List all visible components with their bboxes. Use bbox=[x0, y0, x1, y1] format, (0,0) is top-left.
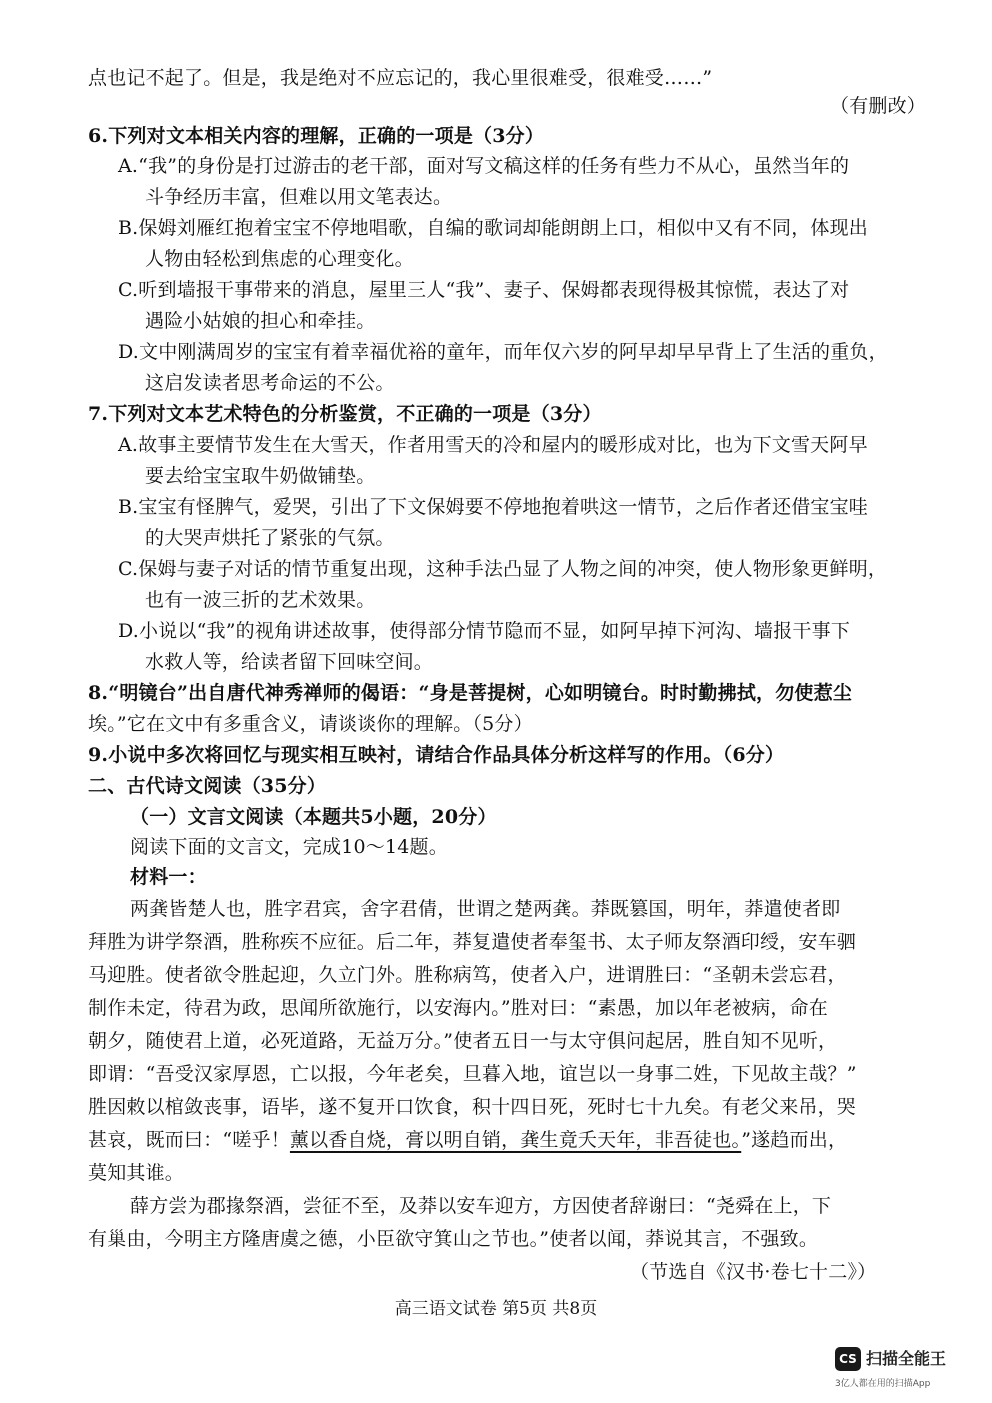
text-line: B.保姆刘雁红抱着宝宝不停地唱歌，自编的歌词却能朗朗上口，相似中又有不同，体现出 bbox=[118, 217, 869, 239]
text-line: （有删改） bbox=[830, 95, 927, 117]
text-line: B.宝宝有怪脾气，爱哭，引出了下文保姆要不停地抱着哄这一情节，之后作者还借宝宝哇 bbox=[118, 496, 869, 518]
text-line: 这启发读者思考命运的不公。 bbox=[145, 372, 395, 394]
text-line: C.听到墙报干事带来的消息，屋里三人“我”、妻子、保姆都表现得极其惊慌，表达了对 bbox=[118, 279, 850, 301]
watermark-name: 扫描全能王 bbox=[866, 1349, 947, 1368]
text-line: 水救人等，给读者留下回味空间。 bbox=[145, 651, 434, 673]
page-footer: 高三语文试卷 第5页 共8页 bbox=[394, 1299, 598, 1319]
text-line: 要去给宝宝取牛奶做铺垫。 bbox=[145, 465, 376, 487]
text-line: 点也记不起了。但是，我是绝对不应忘记的，我心里很难受，很难受……” bbox=[88, 67, 713, 89]
text-line: 拜胜为讲学祭酒，胜称疾不应征。后二年，莽复遣使者奉玺书、太子师友祭酒印绶，安车驷 bbox=[88, 931, 857, 953]
text-line: 即谓：“吾受汉家厚恩，亡以报，今年老矣，旦暮入地，谊岂以一身事二姓，下见故主哉？” bbox=[88, 1063, 857, 1085]
text-line: D.小说以“我”的视角讲述故事，使得部分情节隐而不显，如阿早掉下河沟、墙报干事下 bbox=[118, 620, 851, 642]
text-line: 朝夕，随使君上道，必死道路，无益万分。”使者五日一与太守俱问起居，胜自知不见听， bbox=[88, 1030, 838, 1052]
text-line: 材料一： bbox=[130, 866, 207, 888]
text-line: 莫知其谁。 bbox=[88, 1162, 185, 1184]
text-line: 甚哀，既而曰：“嗟乎！薰以香自烧，膏以明自销，龚生竟夭天年，非吾徒也。”遂趋而出， bbox=[88, 1129, 848, 1151]
text-line: 二、古代诗文阅读（35分） bbox=[88, 775, 327, 797]
text-line: 斗争经历丰富，但难以用文笔表达。 bbox=[145, 186, 453, 208]
text-line: A.故事主要情节发生在大雪天，作者用雪天的冷和屋内的暖形成对比，也为下文雪天阿早 bbox=[118, 434, 868, 456]
text-line: A.“我”的身份是打过游击的老干部，面对写文稿这样的任务有些力不从心，虽然当年的 bbox=[118, 155, 850, 177]
text-line: 7.下列对文本艺术特色的分析鉴赏，不正确的一项是（3分） bbox=[88, 403, 602, 425]
text-line: 6.下列对文本相关内容的理解，正确的一项是（3分） bbox=[88, 125, 545, 147]
text-line: 有巢由，今明主方隆唐虞之德，小臣欲守箕山之节也。”使者以闻，莽说其言，不强致。 bbox=[88, 1228, 819, 1250]
text-line: 遇险小姑娘的担心和牵挂。 bbox=[145, 310, 376, 332]
text-line: （节选自《汉书·卷七十二》） bbox=[630, 1261, 877, 1283]
text-line: 埃。”它在文中有多重含义，请谈谈你的理解。（5分） bbox=[88, 713, 533, 735]
text-line: D.文中刚满周岁的宝宝有着幸福优裕的童年，而年仅六岁的阿早却早早背上了生活的重负， bbox=[118, 341, 888, 363]
underlined-sentence: 薰以香自烧，膏以明自销，龚生竟夭天年，非吾徒也。 bbox=[289, 1129, 742, 1151]
text-line: 制作未定，待君为政，思闻所欲施行，以安海内。”胜对曰：“素愚，加以年老被病，命在 bbox=[88, 997, 828, 1019]
text-line: 阅读下面的文言文，完成10～14题。 bbox=[130, 836, 448, 858]
text-line: 马迎胜。使者欲令胜起迎，久立门外。胜称病笃，使者入户，进谓胜曰：“圣朝未尝忘君， bbox=[88, 964, 847, 986]
text-line: 薛方尝为郡掾祭酒，尝征不至，及莽以安车迎方，方因使者辞谢曰：“尧舜在上，下 bbox=[130, 1195, 832, 1217]
watermark-tagline: 3亿人都在用的扫描App bbox=[835, 1379, 931, 1389]
scanner-watermark bbox=[835, 1343, 970, 1391]
text-line: 9.小说中多次将回忆与现实相互映衬，请结合作品具体分析这样写的作用。（6分） bbox=[88, 744, 785, 766]
text-line: C.保姆与妻子对话的情节重复出现，这种手法凸显了人物之间的冲突，使人物形象更鲜明， bbox=[118, 558, 888, 580]
text-line: 也有一波三折的艺术效果。 bbox=[145, 589, 376, 611]
text-line: （一）文言文阅读（本题共5小题，20分） bbox=[130, 806, 497, 828]
text-line: 两龚皆楚人也，胜字君宾，舍字君倩，世谓之楚两龚。莽既篡国，明年，莽遣使者即 bbox=[130, 898, 841, 920]
text-line: 的大哭声烘托了紧张的气氛。 bbox=[145, 527, 395, 549]
text-line: 8.“明镜台”出自唐代神秀禅师的偈语：“身是菩提树，心如明镜台。时时勤拂拭，勿使惹尘 bbox=[88, 682, 853, 704]
camscanner-logo-icon: CS bbox=[835, 1347, 861, 1371]
text-line: 胜因敕以棺敛丧事，语毕，遂不复开口饮食，积十四日死，死时七十九矣。有老父来吊，哭 bbox=[88, 1096, 857, 1118]
text-line: 人物由轻松到焦虑的心理变化。 bbox=[145, 248, 414, 270]
